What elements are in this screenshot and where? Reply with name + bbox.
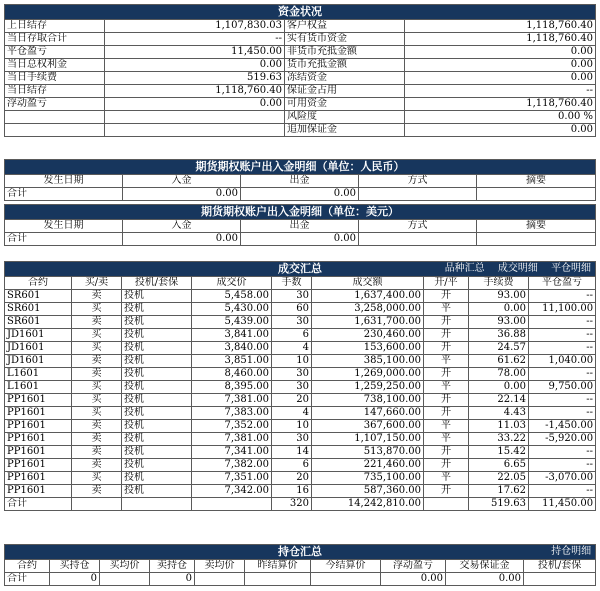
cell-fee: 17.62	[469, 485, 529, 498]
table-row	[5, 394, 596, 407]
left-label	[5, 111, 105, 124]
table-row	[5, 407, 596, 420]
cell-contract: PP1601	[5, 407, 72, 420]
positions-column-header: 今结算价	[311, 560, 381, 573]
cell-amount: 385,100.00	[312, 355, 424, 368]
right-value: 0.00	[405, 46, 596, 59]
cell-close-pnl: --	[529, 368, 596, 381]
cell-contract: SR601	[5, 290, 72, 303]
cell-amount: 1,631,700.00	[312, 316, 424, 329]
right-label: 货币充抵金额	[285, 59, 405, 72]
cell-price: 7,341.00	[192, 446, 272, 459]
trades-column-header: 成交额	[312, 277, 424, 290]
table-row	[5, 420, 596, 433]
cell-side: 买	[72, 329, 122, 342]
cell-amount: 1,637,400.00	[312, 290, 424, 303]
header-in: 入金	[123, 220, 241, 233]
cell-open-close: 开	[424, 459, 469, 472]
cell-amount: 367,600.00	[312, 420, 424, 433]
cell-price: 7,382.00	[192, 459, 272, 472]
trades-table	[4, 261, 596, 511]
cell-close-pnl: --	[529, 342, 596, 355]
cell-contract: L1601	[5, 381, 72, 394]
left-label: 当日存取合计	[5, 33, 105, 46]
account-status-row	[5, 85, 596, 98]
cell-lots: 30	[272, 381, 312, 394]
rmb-flow-total-row	[5, 188, 596, 201]
cell-open-close: 平	[424, 420, 469, 433]
left-value: 1,118,760.40	[105, 85, 285, 98]
cell-lots: 14	[272, 446, 312, 459]
total-out: 0.00	[241, 233, 359, 246]
positions-column-header: 卖均价	[195, 560, 245, 573]
cell-fee: 15.42	[469, 446, 529, 459]
cell-amount: 738,100.00	[312, 394, 424, 407]
header-method: 方式	[359, 220, 477, 233]
cell-lots: 10	[272, 355, 312, 368]
cell-type: 投机	[122, 368, 192, 381]
cell-contract: PP1601	[5, 459, 72, 472]
cell-side: 卖	[72, 446, 122, 459]
table-row	[5, 342, 596, 355]
table-row	[5, 355, 596, 368]
total-label: 合计	[5, 233, 123, 246]
cell-amount: 513,870.00	[312, 446, 424, 459]
cell-close-pnl: 9,750.00	[529, 381, 596, 394]
account-status-row	[5, 20, 596, 33]
right-value: 0.00	[405, 59, 596, 72]
cell-side: 卖	[72, 433, 122, 446]
usd-flow-total-row	[5, 233, 596, 246]
cell-price: 7,383.00	[192, 407, 272, 420]
right-label: 风险度	[285, 111, 405, 124]
cell-fee: 6.65	[469, 459, 529, 472]
usd-flow-table	[4, 204, 596, 246]
cell-close-pnl: 1,040.00	[529, 355, 596, 368]
cell-close-pnl: -3,070.00	[529, 472, 596, 485]
table-row	[5, 433, 596, 446]
cell-side: 买	[72, 394, 122, 407]
table-row	[5, 316, 596, 329]
right-value: --	[405, 85, 596, 98]
cell-price: 5,458.00	[192, 290, 272, 303]
cell-price: 7,352.00	[192, 420, 272, 433]
cell-contract: PP1601	[5, 420, 72, 433]
left-value: 0.00	[105, 59, 285, 72]
cell-lots: 16	[272, 485, 312, 498]
cell-side: 卖	[72, 420, 122, 433]
right-label: 冻结资金	[285, 72, 405, 85]
cell-side: 卖	[72, 355, 122, 368]
rmb-flow-title: 期货期权账户出入金明细（单位：人民币）	[5, 160, 596, 175]
account-status-title: 资金状况	[5, 5, 596, 20]
table-row	[5, 329, 596, 342]
left-label	[5, 124, 105, 137]
cell-type: 投机	[122, 433, 192, 446]
cell-fee: 24.57	[469, 342, 529, 355]
cell-type: 投机	[122, 407, 192, 420]
tab-close-details[interactable]: 平仓明细	[551, 263, 592, 274]
total-margin: 0.00	[446, 573, 524, 586]
cell-side: 卖	[72, 290, 122, 303]
cell-amount: 221,460.00	[312, 459, 424, 472]
right-value: 1,118,760.40	[405, 33, 596, 46]
cell-contract: PP1601	[5, 485, 72, 498]
cell-open-close: 平	[424, 355, 469, 368]
cell-close-pnl: --	[529, 446, 596, 459]
cell-close-pnl: --	[529, 316, 596, 329]
cell-amount: 735,100.00	[312, 472, 424, 485]
cell-amount: 587,360.00	[312, 485, 424, 498]
table-row	[5, 303, 596, 316]
rmb-flow-table	[4, 159, 596, 201]
cell-side: 买	[72, 303, 122, 316]
header-method: 方式	[359, 175, 477, 188]
right-value: 1,118,760.40	[405, 20, 596, 33]
cell-fee: 61.62	[469, 355, 529, 368]
account-status-row	[5, 72, 596, 85]
cell-amount: 147,660.00	[312, 407, 424, 420]
table-row	[5, 472, 596, 485]
trades-column-header: 成交价	[192, 277, 272, 290]
cell-fee: 33.22	[469, 433, 529, 446]
header-date: 发生日期	[5, 175, 123, 188]
cell-close-pnl: --	[529, 459, 596, 472]
cell-contract: SR601	[5, 303, 72, 316]
left-label: 上日结存	[5, 20, 105, 33]
left-value: 11,450.00	[105, 46, 285, 59]
trades-column-header: 手续费	[469, 277, 529, 290]
cell-open-close: 开	[424, 342, 469, 355]
left-value	[105, 111, 285, 124]
cell-lots: 4	[272, 342, 312, 355]
cell-close-pnl: --	[529, 329, 596, 342]
left-value: 519.63	[105, 72, 285, 85]
positions-total-row	[5, 573, 596, 586]
trades-header-row	[5, 277, 596, 290]
total-fee: 519.63	[469, 498, 529, 511]
cell-close-pnl: -1,450.00	[529, 420, 596, 433]
cell-fee: 22.05	[469, 472, 529, 485]
cell-contract: JD1601	[5, 342, 72, 355]
cell-lots: 6	[272, 459, 312, 472]
usd-flow-header-row	[5, 220, 596, 233]
cell-close-pnl: --	[529, 394, 596, 407]
cell-amount: 1,107,150.00	[312, 433, 424, 446]
cell-amount: 1,259,250.00	[312, 381, 424, 394]
table-row	[5, 446, 596, 459]
cell-side: 卖	[72, 459, 122, 472]
rmb-flow-header-row	[5, 175, 596, 188]
cell-fee: 22.14	[469, 394, 529, 407]
positions-header-row	[5, 560, 596, 573]
cell-type: 投机	[122, 394, 192, 407]
positions-column-header: 买均价	[100, 560, 150, 573]
positions-column-header: 买持仓	[50, 560, 100, 573]
positions-column-header: 合约	[5, 560, 50, 573]
cell-price: 7,342.00	[192, 485, 272, 498]
left-value: 1,107,830.03	[105, 20, 285, 33]
account-status-row	[5, 111, 596, 124]
positions-column-header: 卖持仓	[150, 560, 195, 573]
cell-lots: 4	[272, 407, 312, 420]
cell-open-close: 平	[424, 472, 469, 485]
right-value: 0.00	[405, 124, 596, 137]
cell-type: 投机	[122, 446, 192, 459]
cell-side: 买	[72, 472, 122, 485]
cell-amount: 153,600.00	[312, 342, 424, 355]
table-row	[5, 459, 596, 472]
cell-amount: 230,460.00	[312, 329, 424, 342]
cell-contract: L1601	[5, 368, 72, 381]
right-value: 0.00	[405, 72, 596, 85]
positions-column-header: 投机/套保	[524, 560, 596, 573]
account-status-row	[5, 124, 596, 137]
cell-close-pnl: --	[529, 290, 596, 303]
cell-type: 投机	[122, 329, 192, 342]
cell-fee: 93.00	[469, 316, 529, 329]
cell-fee: 11.03	[469, 420, 529, 433]
cell-lots: 20	[272, 394, 312, 407]
cell-type: 投机	[122, 485, 192, 498]
cell-type: 投机	[122, 342, 192, 355]
total-in: 0.00	[123, 233, 241, 246]
cell-close-pnl: --	[529, 407, 596, 420]
trades-column-header: 合约	[5, 277, 72, 290]
cell-contract: JD1601	[5, 329, 72, 342]
trades-column-header: 投机/套保	[122, 277, 192, 290]
right-value: 1,118,760.40	[405, 98, 596, 111]
cell-price: 5,439.00	[192, 316, 272, 329]
right-label: 实有货币资金	[285, 33, 405, 46]
left-label: 当日手续费	[5, 72, 105, 85]
cell-price: 7,351.00	[192, 472, 272, 485]
account-status-row	[5, 59, 596, 72]
cell-lots: 30	[272, 316, 312, 329]
cell-contract: JD1601	[5, 355, 72, 368]
trades-column-header: 平仓盈亏	[529, 277, 596, 290]
left-label: 浮动盈亏	[5, 98, 105, 111]
cell-lots: 6	[272, 329, 312, 342]
cell-open-close: 平	[424, 381, 469, 394]
cell-type: 投机	[122, 290, 192, 303]
cell-side: 卖	[72, 368, 122, 381]
cell-open-close: 开	[424, 394, 469, 407]
cell-type: 投机	[122, 316, 192, 329]
cell-open-close: 开	[424, 485, 469, 498]
cell-open-close: 开	[424, 407, 469, 420]
cell-fee: 0.00	[469, 303, 529, 316]
table-row	[5, 290, 596, 303]
total-lots: 320	[272, 498, 312, 511]
trades-column-header: 手数	[272, 277, 312, 290]
cell-open-close: 平	[424, 303, 469, 316]
cell-close-pnl: -5,920.00	[529, 433, 596, 446]
tab-position-details[interactable]: 持仓明细	[551, 546, 592, 557]
cell-lots: 30	[272, 433, 312, 446]
positions-column-header: 交易保证金	[446, 560, 524, 573]
cell-price: 8,460.00	[192, 368, 272, 381]
header-out: 出金	[241, 175, 359, 188]
positions-table	[4, 544, 596, 586]
right-value: 0.00 %	[405, 111, 596, 124]
cell-open-close: 开	[424, 290, 469, 303]
cell-open-close: 开	[424, 316, 469, 329]
positions-column-header: 浮动盈亏	[381, 560, 446, 573]
tab-product-summary[interactable]: 品种汇总	[444, 263, 485, 274]
cell-fee: 36.88	[469, 329, 529, 342]
left-value	[105, 124, 285, 137]
total-in: 0.00	[123, 188, 241, 201]
cell-side: 买	[72, 381, 122, 394]
right-label: 保证金占用	[285, 85, 405, 98]
total-pnl: 11,450.00	[529, 498, 596, 511]
right-label: 可用资金	[285, 98, 405, 111]
cell-close-pnl: 11,100.00	[529, 303, 596, 316]
cell-type: 投机	[122, 381, 192, 394]
cell-side: 卖	[72, 316, 122, 329]
cell-side: 卖	[72, 485, 122, 498]
tab-trade-details[interactable]: 成交明细	[497, 263, 538, 274]
right-label: 非货币充抵金额	[285, 46, 405, 59]
cell-fee: 4.43	[469, 407, 529, 420]
cell-open-close: 平	[424, 433, 469, 446]
total-label: 合计	[5, 498, 72, 511]
trades-column-header: 开/平	[424, 277, 469, 290]
cell-close-pnl: --	[529, 485, 596, 498]
total-buy: 0	[50, 573, 100, 586]
header-out: 出金	[241, 220, 359, 233]
cell-price: 5,430.00	[192, 303, 272, 316]
cell-lots: 30	[272, 368, 312, 381]
cell-open-close: 开	[424, 329, 469, 342]
cell-contract: PP1601	[5, 433, 72, 446]
account-status-row	[5, 46, 596, 59]
total-sell: 0	[150, 573, 195, 586]
positions-title: 持仓汇总	[278, 545, 323, 558]
total-float: 0.00	[381, 573, 446, 586]
header-summary: 摘要	[477, 220, 596, 233]
cell-price: 8,395.00	[192, 381, 272, 394]
cell-lots: 30	[272, 290, 312, 303]
table-row	[5, 485, 596, 498]
trades-total-row	[5, 498, 596, 511]
account-status-table	[4, 4, 596, 137]
cell-open-close: 开	[424, 446, 469, 459]
left-value: 0.00	[105, 98, 285, 111]
header-summary: 摘要	[477, 175, 596, 188]
cell-price: 3,851.00	[192, 355, 272, 368]
cell-side: 买	[72, 407, 122, 420]
cell-price: 3,840.00	[192, 342, 272, 355]
positions-column-header: 昨结算价	[245, 560, 311, 573]
cell-lots: 10	[272, 420, 312, 433]
cell-type: 投机	[122, 420, 192, 433]
account-status-row	[5, 33, 596, 46]
cell-price: 7,381.00	[192, 433, 272, 446]
cell-type: 投机	[122, 472, 192, 485]
cell-contract: PP1601	[5, 472, 72, 485]
header-in: 入金	[123, 175, 241, 188]
cell-open-close: 开	[424, 368, 469, 381]
trades-title: 成交汇总	[278, 262, 323, 275]
cell-lots: 60	[272, 303, 312, 316]
right-label: 客户权益	[285, 20, 405, 33]
cell-type: 投机	[122, 303, 192, 316]
left-value: --	[105, 33, 285, 46]
usd-flow-title: 期货期权账户出入金明细（单位：美元）	[5, 205, 596, 220]
cell-type: 投机	[122, 459, 192, 472]
left-label: 当日总权利金	[5, 59, 105, 72]
right-label: 追加保证金	[285, 124, 405, 137]
table-row	[5, 368, 596, 381]
left-label: 当日结存	[5, 85, 105, 98]
cell-amount: 3,258,000.00	[312, 303, 424, 316]
trades-column-header: 买/卖	[72, 277, 122, 290]
cell-price: 3,841.00	[192, 329, 272, 342]
cell-contract: SR601	[5, 316, 72, 329]
total-amount: 14,242,810.00	[312, 498, 424, 511]
cell-price: 7,381.00	[192, 394, 272, 407]
cell-fee: 0.00	[469, 381, 529, 394]
cell-contract: PP1601	[5, 446, 72, 459]
account-status-row	[5, 98, 596, 111]
cell-fee: 78.00	[469, 368, 529, 381]
total-label: 合计	[5, 573, 50, 586]
cell-amount: 1,269,000.00	[312, 368, 424, 381]
cell-fee: 93.00	[469, 290, 529, 303]
table-row	[5, 381, 596, 394]
header-date: 发生日期	[5, 220, 123, 233]
left-label: 平仓盈亏	[5, 46, 105, 59]
cell-contract: PP1601	[5, 394, 72, 407]
total-out: 0.00	[241, 188, 359, 201]
cell-side: 买	[72, 342, 122, 355]
cell-type: 投机	[122, 355, 192, 368]
total-label: 合计	[5, 188, 123, 201]
cell-lots: 20	[272, 472, 312, 485]
